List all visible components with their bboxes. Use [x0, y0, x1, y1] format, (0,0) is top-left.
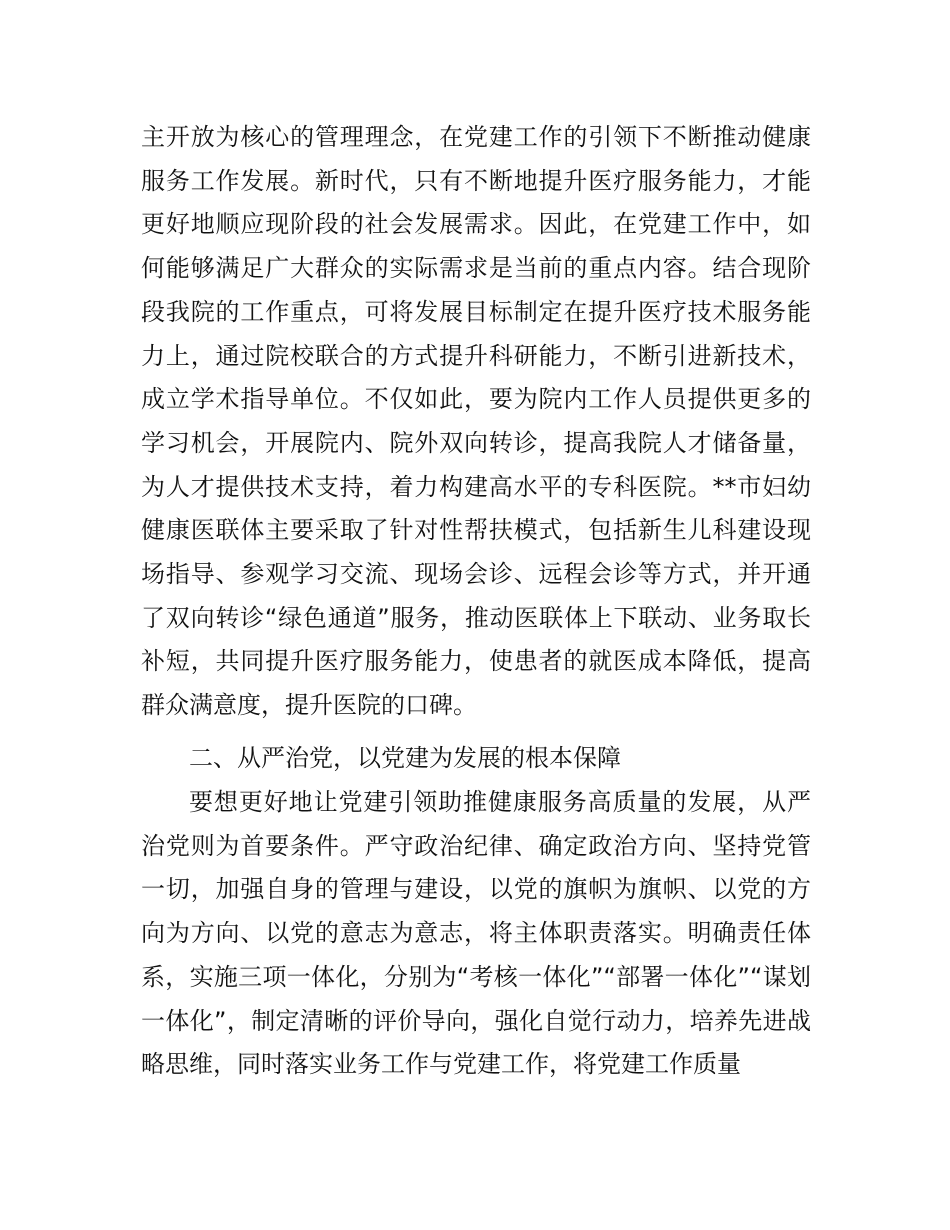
body-paragraph-2: 要想更好地让党建引领助推健康服务高质量的发展，从严治党则为首要条件。严守政治纪律、确定政治方向、坚持党管一切，加强自身的管理与建设，以党的旗帜为旗帜、以党的方向为方向、以党的意志为意志，将主体职责落实。明确责任体系，实施三项一体化，分别为“考核一体化”“部署一体化”“谋划一体化”，制定清晰的评价导向，强化自觉行动力，培养先进战略思维，同时落实业务工作与党建工作，将党建工作质量: [141, 788, 811, 1079]
section-heading: 二、从严治党，以党建为发展的根本保障: [189, 744, 621, 772]
body-paragraph-1: 主开放为核心的管理理念，在党建工作的引领下不断推动健康服务工作发展。新时代，只有不断地提升医疗服务能力，才能更好地顺应现阶段的社会发展需求。因此，在党建工作中，如何能够满足广大群众的实际需求是当前的重点内容。结合现阶段我院的工作重点，可将发展目标制定在提升医疗技术服务能力上，通过院校联合的方式提升科研能力，不断引进新技术，成立学术指导单位。不仅如此，要为院内工作人员提供更多的学习机会，开展院内、院外双向转诊，提高我院人才储备量，为人才提供技术支持，着力构建高水平的专科医院。**市妇幼健康医联体主要采取了针对性帮扶模式，包括新生儿科建设现场指导、参观学习交流、现场会诊、远程会诊等方式，并开通了双向转诊“绿色通道”服务，推动医联体上下联动、业务取长补短，共同提升医疗服务能力，使患者的就医成本降低，提高群众满意度，提升医院的口碑。: [141, 123, 811, 720]
